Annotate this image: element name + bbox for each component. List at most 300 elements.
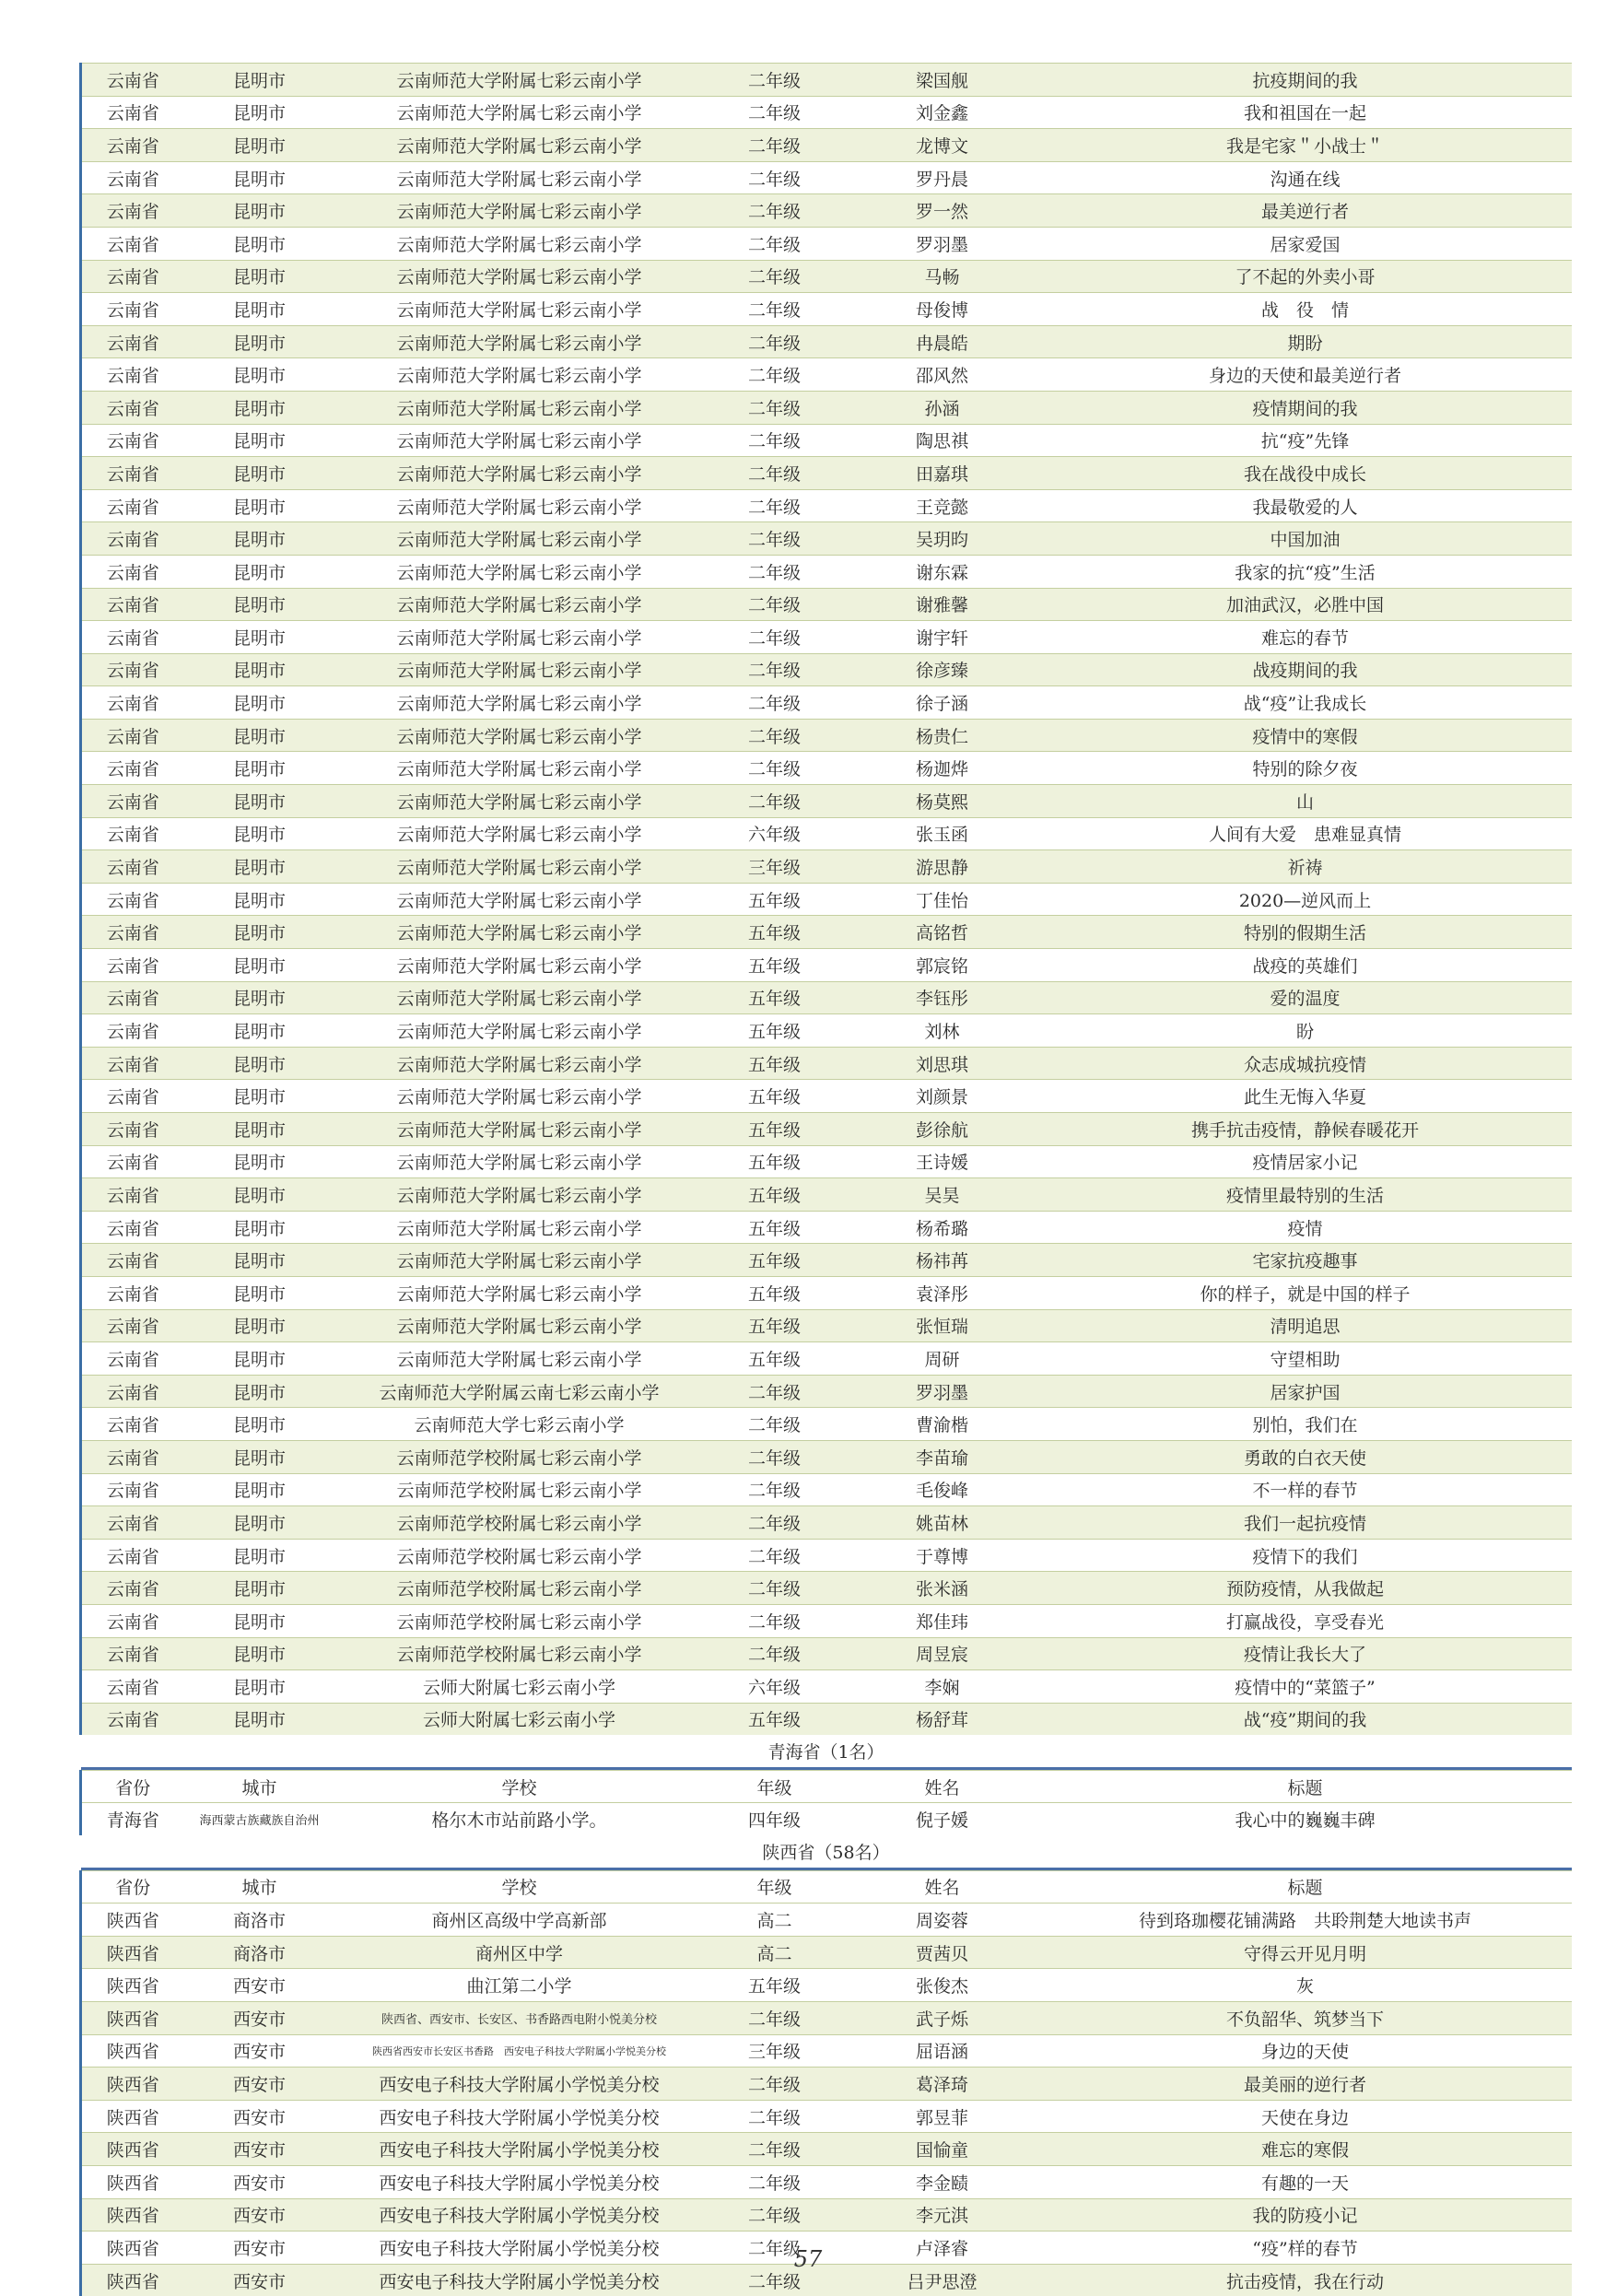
cell-title: 身边的天使 — [1039, 2034, 1572, 2068]
cell-grade: 二年级 — [704, 161, 846, 194]
table-row — [81, 1703, 1572, 1735]
cell-province: 云南省 — [81, 916, 184, 949]
cell-city: 商洛市 — [184, 1936, 335, 1969]
cell-city: 昆明市 — [184, 260, 335, 293]
cell-title: 战疫期间的我 — [1039, 653, 1572, 686]
cell-name: 高铭哲 — [846, 916, 1039, 949]
cell-title: 战“疫”期间的我 — [1039, 1703, 1572, 1735]
cell-province: 云南省 — [81, 391, 184, 424]
cell-name: 杨贵仁 — [846, 719, 1039, 752]
cell-city: 西安市 — [184, 2100, 335, 2133]
cell-name: 国愉童 — [846, 2133, 1039, 2166]
cell-school: 云南师范大学附属七彩云南小学 — [335, 850, 704, 884]
cell-title: 预防疫情，从我做起 — [1039, 1572, 1572, 1605]
cell-title: “疫”样的春节 — [1039, 2232, 1572, 2265]
cell-province: 云南省 — [81, 752, 184, 785]
table-row — [81, 1342, 1572, 1376]
cell-province: 陕西省 — [81, 2198, 184, 2232]
cell-province: 云南省 — [81, 457, 184, 490]
cell-name: 周研 — [846, 1342, 1039, 1376]
cell-name: 李苗瑜 — [846, 1440, 1039, 1473]
table-row — [81, 686, 1572, 720]
cell-name: 袁泽彤 — [846, 1276, 1039, 1309]
cell-city: 昆明市 — [184, 194, 335, 228]
cell-grade: 五年级 — [704, 1276, 846, 1309]
cell-city: 昆明市 — [184, 1637, 335, 1670]
cell-name: 王诗媛 — [846, 1145, 1039, 1178]
cell-province: 陕西省 — [81, 2264, 184, 2296]
cell-province: 陕西省 — [81, 1904, 184, 1937]
cell-grade: 二年级 — [704, 358, 846, 392]
cell-title: 我最敬爱的人 — [1039, 489, 1572, 522]
table-row — [81, 1473, 1572, 1506]
table-row — [81, 1604, 1572, 1637]
cell-grade: 五年级 — [704, 949, 846, 982]
cell-school: 商州区中学 — [335, 1936, 704, 1969]
cell-grade: 二年级 — [704, 719, 846, 752]
cell-city: 昆明市 — [184, 719, 335, 752]
table-row — [81, 1178, 1572, 1212]
cell-grade: 高二 — [704, 1904, 846, 1937]
cell-province: 云南省 — [81, 817, 184, 850]
cell-city: 昆明市 — [184, 1375, 335, 1408]
table-row — [81, 1904, 1572, 1937]
table-row — [81, 1572, 1572, 1605]
cell-province: 云南省 — [81, 621, 184, 654]
cell-school: 云南师范大学附属七彩云南小学 — [335, 260, 704, 293]
cell-school: 云南师范大学附属七彩云南小学 — [335, 949, 704, 982]
cell-grade: 五年级 — [704, 1014, 846, 1048]
table-row — [81, 1080, 1572, 1113]
cell-school: 云南师范大学附属七彩云南小学 — [335, 227, 704, 260]
cell-province: 云南省 — [81, 949, 184, 982]
cell-city: 西安市 — [184, 2002, 335, 2035]
cell-title: 最美逆行者 — [1039, 194, 1572, 228]
cell-city: 昆明市 — [184, 64, 335, 97]
cell-province: 云南省 — [81, 850, 184, 884]
cell-grade: 二年级 — [704, 227, 846, 260]
header-title: 标题 — [1039, 1770, 1572, 1803]
cell-title: 2020—逆风而上 — [1039, 883, 1572, 916]
cell-province: 云南省 — [81, 686, 184, 720]
cell-school: 云南师范大学七彩云南小学 — [335, 1408, 704, 1441]
cell-name: 杨舒茸 — [846, 1703, 1039, 1735]
cell-school: 西安电子科技大学附属小学悦美分校 — [335, 2264, 704, 2296]
cell-grade: 五年级 — [704, 1309, 846, 1342]
cell-title: 疫情 — [1039, 1211, 1572, 1244]
cell-title: 爱的温度 — [1039, 981, 1572, 1014]
table-row — [81, 653, 1572, 686]
cell-province: 云南省 — [81, 1703, 184, 1735]
cell-city: 昆明市 — [184, 1342, 335, 1376]
table-row — [81, 1936, 1572, 1969]
cell-province: 云南省 — [81, 161, 184, 194]
cell-school: 云南师范大学附属七彩云南小学 — [335, 686, 704, 720]
table-row — [81, 1637, 1572, 1670]
cell-title: 宅家抗疫趣事 — [1039, 1244, 1572, 1277]
table-row — [81, 850, 1572, 884]
cell-grade: 五年级 — [704, 1211, 846, 1244]
cell-province: 云南省 — [81, 1539, 184, 1572]
cell-title: 疫情里最特别的生活 — [1039, 1178, 1572, 1212]
cell-school: 云南师范学校附属七彩云南小学 — [335, 1637, 704, 1670]
cell-city: 西安市 — [184, 2198, 335, 2232]
cell-name: 李娴 — [846, 1670, 1039, 1704]
cell-school: 云南师范大学附属七彩云南小学 — [335, 719, 704, 752]
table-row — [81, 1440, 1572, 1473]
cell-city: 昆明市 — [184, 686, 335, 720]
cell-school: 云南师范大学附属七彩云南小学 — [335, 653, 704, 686]
cell-grade: 五年级 — [704, 1342, 846, 1376]
cell-province: 陕西省 — [81, 2133, 184, 2166]
cell-school: 云南师范大学附属七彩云南小学 — [335, 1309, 704, 1342]
cell-city: 西安市 — [184, 2166, 335, 2199]
header-school: 学校 — [335, 1870, 704, 1904]
table-row — [81, 1506, 1572, 1540]
cell-province: 云南省 — [81, 194, 184, 228]
cell-name: 龙博文 — [846, 129, 1039, 162]
cell-grade: 二年级 — [704, 1375, 846, 1408]
cell-province: 云南省 — [81, 1211, 184, 1244]
cell-name: 杨莫熙 — [846, 785, 1039, 818]
cell-grade: 二年级 — [704, 1440, 846, 1473]
cell-city: 昆明市 — [184, 555, 335, 588]
cell-province: 云南省 — [81, 358, 184, 392]
cell-school: 云南师范大学附属七彩云南小学 — [335, 161, 704, 194]
cell-school: 云南师范大学附属七彩云南小学 — [335, 785, 704, 818]
cell-city: 商洛市 — [184, 1904, 335, 1937]
cell-name: 贾茜贝 — [846, 1936, 1039, 1969]
cell-school: 云南师范大学附属七彩云南小学 — [335, 1276, 704, 1309]
table-row — [81, 2100, 1572, 2133]
cell-city: 昆明市 — [184, 1047, 335, 1080]
cell-title: 疫情期间的我 — [1039, 391, 1572, 424]
cell-city: 昆明市 — [184, 588, 335, 621]
cell-province: 陕西省 — [81, 2232, 184, 2265]
cell-title: 疫情居家小记 — [1039, 1145, 1572, 1178]
cell-name: 徐子涵 — [846, 686, 1039, 720]
cell-province: 云南省 — [81, 1473, 184, 1506]
cell-grade: 五年级 — [704, 1969, 846, 2002]
table-row — [81, 1244, 1572, 1277]
cell-title: 战 役 情 — [1039, 293, 1572, 326]
cell-province: 云南省 — [81, 260, 184, 293]
cell-city: 昆明市 — [184, 1145, 335, 1178]
cell-grade: 二年级 — [704, 391, 846, 424]
cell-grade: 高二 — [704, 1936, 846, 1969]
cell-title: 山 — [1039, 785, 1572, 818]
cell-school: 西安电子科技大学附属小学悦美分校 — [335, 2232, 704, 2265]
table-row — [81, 1375, 1572, 1408]
cell-school: 云师大附属七彩云南小学 — [335, 1670, 704, 1704]
cell-title: 我在战役中成长 — [1039, 457, 1572, 490]
cell-province: 陕西省 — [81, 2166, 184, 2199]
cell-city: 昆明市 — [184, 850, 335, 884]
cell-name: 田嘉琪 — [846, 457, 1039, 490]
cell-grade: 二年级 — [704, 1408, 846, 1441]
cell-name: 母俊博 — [846, 293, 1039, 326]
cell-name: 于尊博 — [846, 1539, 1039, 1572]
cell-province: 陕西省 — [81, 1969, 184, 2002]
header-province: 省份 — [81, 1870, 184, 1904]
table-row — [81, 293, 1572, 326]
cell-school: 云南师范学校附属七彩云南小学 — [335, 1539, 704, 1572]
cell-title: 战“疫”让我成长 — [1039, 686, 1572, 720]
cell-school: 云南师范大学附属七彩云南小学 — [335, 391, 704, 424]
table-row — [81, 2198, 1572, 2232]
cell-city: 昆明市 — [184, 653, 335, 686]
cell-school: 云南师范大学附属七彩云南小学 — [335, 129, 704, 162]
cell-title: 不一样的春节 — [1039, 1473, 1572, 1506]
cell-name: 毛俊峰 — [846, 1473, 1039, 1506]
cell-city: 昆明市 — [184, 1113, 335, 1146]
cell-province: 云南省 — [81, 1014, 184, 1048]
cell-grade: 二年级 — [704, 2166, 846, 2199]
cell-city: 昆明市 — [184, 1211, 335, 1244]
table-row — [81, 489, 1572, 522]
cell-city: 昆明市 — [184, 1309, 335, 1342]
cell-school: 云南师范大学附属云南七彩云南小学 — [335, 1375, 704, 1408]
awards-table — [79, 63, 1572, 2296]
table-row — [81, 1014, 1572, 1048]
cell-school: 云南师范大学附属七彩云南小学 — [335, 96, 704, 129]
cell-city: 昆明市 — [184, 883, 335, 916]
cell-name: 姚苗林 — [846, 1506, 1039, 1540]
cell-city: 昆明市 — [184, 752, 335, 785]
table-row — [81, 817, 1572, 850]
cell-grade: 二年级 — [704, 129, 846, 162]
cell-name: 杨希璐 — [846, 1211, 1039, 1244]
cell-school: 云南师范大学附属七彩云南小学 — [335, 1244, 704, 1277]
cell-title: 勇敢的白衣天使 — [1039, 1440, 1572, 1473]
cell-grade: 二年级 — [704, 555, 846, 588]
cell-grade: 五年级 — [704, 1113, 846, 1146]
cell-province: 云南省 — [81, 489, 184, 522]
cell-name: 刘金鑫 — [846, 96, 1039, 129]
cell-grade: 二年级 — [704, 64, 846, 97]
cell-school: 云南师范大学附属七彩云南小学 — [335, 1178, 704, 1212]
cell-province: 云南省 — [81, 719, 184, 752]
cell-province: 陕西省 — [81, 2034, 184, 2068]
cell-name: 孙涵 — [846, 391, 1039, 424]
cell-city: 昆明市 — [184, 293, 335, 326]
cell-school: 云南师范学校附属七彩云南小学 — [335, 1440, 704, 1473]
section-heading-qinghai — [81, 1735, 1572, 1767]
cell-grade: 二年级 — [704, 653, 846, 686]
document-table-container — [79, 63, 1570, 2296]
cell-title: 清明追思 — [1039, 1309, 1572, 1342]
cell-grade: 五年级 — [704, 1080, 846, 1113]
cell-province: 云南省 — [81, 1440, 184, 1473]
cell-city: 昆明市 — [184, 1506, 335, 1540]
cell-grade: 五年级 — [704, 1178, 846, 1212]
section-title: 青海省（1名） — [81, 1735, 1572, 1767]
cell-grade: 二年级 — [704, 1637, 846, 1670]
cell-school: 云南师范大学附属七彩云南小学 — [335, 194, 704, 228]
table-row — [81, 785, 1572, 818]
table-row — [81, 194, 1572, 228]
cell-title: 特别的除夕夜 — [1039, 752, 1572, 785]
table-row — [81, 2034, 1572, 2068]
cell-city: 昆明市 — [184, 1440, 335, 1473]
table-row — [81, 64, 1572, 97]
cell-name: 倪子媛 — [846, 1803, 1039, 1835]
table-row — [81, 1539, 1572, 1572]
cell-school: 西安电子科技大学附属小学悦美分校 — [335, 2166, 704, 2199]
cell-name: 郭宸铭 — [846, 949, 1039, 982]
cell-city: 西安市 — [184, 2068, 335, 2101]
cell-city: 昆明市 — [184, 949, 335, 982]
cell-title: 疫情让我长大了 — [1039, 1637, 1572, 1670]
cell-province: 云南省 — [81, 653, 184, 686]
cell-title: 疫情中的“菜篮子” — [1039, 1670, 1572, 1704]
cell-title: 众志成城抗疫情 — [1039, 1047, 1572, 1080]
cell-school: 云南师范大学附属七彩云南小学 — [335, 883, 704, 916]
cell-name: 冉晨皓 — [846, 325, 1039, 358]
cell-grade: 五年级 — [704, 1244, 846, 1277]
cell-province: 云南省 — [81, 883, 184, 916]
cell-grade: 二年级 — [704, 2232, 846, 2265]
cell-title: 加油武汉，必胜中国 — [1039, 588, 1572, 621]
cell-name: 陶思祺 — [846, 424, 1039, 457]
cell-title: 人间有大爱 患难显真情 — [1039, 817, 1572, 850]
cell-school: 云南师范学校附属七彩云南小学 — [335, 1572, 704, 1605]
cell-grade: 二年级 — [704, 325, 846, 358]
cell-grade: 二年级 — [704, 194, 846, 228]
cell-school: 云南师范大学附属七彩云南小学 — [335, 522, 704, 556]
cell-grade: 二年级 — [704, 424, 846, 457]
cell-province: 云南省 — [81, 522, 184, 556]
cell-title: 祈祷 — [1039, 850, 1572, 884]
cell-grade: 二年级 — [704, 1473, 846, 1506]
cell-province: 云南省 — [81, 1670, 184, 1704]
cell-grade: 二年级 — [704, 2264, 846, 2296]
cell-city: 昆明市 — [184, 1703, 335, 1735]
cell-grade: 五年级 — [704, 916, 846, 949]
cell-title: 难忘的春节 — [1039, 621, 1572, 654]
cell-school: 云南师范大学附属七彩云南小学 — [335, 1080, 704, 1113]
header-name: 姓名 — [846, 1870, 1039, 1904]
cell-city: 昆明市 — [184, 1080, 335, 1113]
cell-city: 昆明市 — [184, 1572, 335, 1605]
header-grade: 年级 — [704, 1770, 846, 1803]
cell-city: 昆明市 — [184, 424, 335, 457]
cell-name: 郑佳玮 — [846, 1604, 1039, 1637]
cell-city: 昆明市 — [184, 1670, 335, 1704]
cell-school: 云南师范大学附属七彩云南小学 — [335, 489, 704, 522]
cell-grade: 五年级 — [704, 1047, 846, 1080]
section-heading-shaanxi — [81, 1835, 1572, 1868]
cell-province: 云南省 — [81, 293, 184, 326]
cell-title: 抗“疫”先锋 — [1039, 424, 1572, 457]
cell-name: 梁国舰 — [846, 64, 1039, 97]
cell-title: 有趣的一天 — [1039, 2166, 1572, 2199]
table-row — [81, 2002, 1572, 2035]
cell-name: 曹渝楷 — [846, 1408, 1039, 1441]
cell-title: 天使在身边 — [1039, 2100, 1572, 2133]
cell-province: 陕西省 — [81, 1936, 184, 1969]
cell-city: 昆明市 — [184, 522, 335, 556]
cell-title: 我们一起抗疫情 — [1039, 1506, 1572, 1540]
cell-name: 吕尹思澄 — [846, 2264, 1039, 2296]
table-row — [81, 2133, 1572, 2166]
cell-province: 云南省 — [81, 588, 184, 621]
cell-city: 昆明市 — [184, 227, 335, 260]
cell-name: 谢雅馨 — [846, 588, 1039, 621]
cell-school: 云南师范大学附属七彩云南小学 — [335, 293, 704, 326]
cell-name: 丁佳怡 — [846, 883, 1039, 916]
cell-province: 云南省 — [81, 1113, 184, 1146]
cell-name: 谢东霖 — [846, 555, 1039, 588]
table-row — [81, 457, 1572, 490]
table-row — [81, 1670, 1572, 1704]
table-row — [81, 1113, 1572, 1146]
cell-title: 你的样子，就是中国的样子 — [1039, 1276, 1572, 1309]
cell-name: 杨迦烨 — [846, 752, 1039, 785]
cell-title: 特别的假期生活 — [1039, 916, 1572, 949]
cell-grade: 二年级 — [704, 293, 846, 326]
table-row — [81, 1803, 1572, 1835]
cell-province: 云南省 — [81, 1080, 184, 1113]
cell-title: 身边的天使和最美逆行者 — [1039, 358, 1572, 392]
page-number: 57 — [793, 2246, 823, 2272]
cell-school: 西安电子科技大学附属小学悦美分校 — [335, 2100, 704, 2133]
table-row — [81, 391, 1572, 424]
cell-city: 昆明市 — [184, 817, 335, 850]
table-row — [81, 1211, 1572, 1244]
cell-school: 云南师范大学附属七彩云南小学 — [335, 555, 704, 588]
cell-province: 云南省 — [81, 1276, 184, 1309]
header-city: 城市 — [184, 1870, 335, 1904]
cell-school: 云南师范大学附属七彩云南小学 — [335, 1014, 704, 1048]
cell-grade: 四年级 — [704, 1803, 846, 1835]
cell-province: 云南省 — [81, 1178, 184, 1212]
cell-city: 西安市 — [184, 2264, 335, 2296]
cell-name: 张恒瑞 — [846, 1309, 1039, 1342]
cell-name: 马畅 — [846, 260, 1039, 293]
cell-province: 云南省 — [81, 1342, 184, 1376]
table-row — [81, 883, 1572, 916]
cell-name: 卢泽睿 — [846, 2232, 1039, 2265]
cell-title: 我的防疫小记 — [1039, 2198, 1572, 2232]
table-row — [81, 719, 1572, 752]
cell-title: 中国加油 — [1039, 522, 1572, 556]
cell-title: 不负韶华、筑梦当下 — [1039, 2002, 1572, 2035]
cell-province: 云南省 — [81, 64, 184, 97]
cell-title: 疫情下的我们 — [1039, 1539, 1572, 1572]
cell-grade: 五年级 — [704, 981, 846, 1014]
cell-name: 邵风然 — [846, 358, 1039, 392]
cell-city: 昆明市 — [184, 358, 335, 392]
cell-school: 云南师范大学附属七彩云南小学 — [335, 916, 704, 949]
cell-name: 罗一然 — [846, 194, 1039, 228]
header-row — [81, 1870, 1572, 1904]
table-row — [81, 522, 1572, 556]
cell-province: 云南省 — [81, 1309, 184, 1342]
cell-city: 昆明市 — [184, 785, 335, 818]
cell-school: 云南师范大学附属七彩云南小学 — [335, 424, 704, 457]
cell-name: 李钰彤 — [846, 981, 1039, 1014]
cell-city: 昆明市 — [184, 489, 335, 522]
cell-name: 刘林 — [846, 1014, 1039, 1048]
cell-province: 云南省 — [81, 325, 184, 358]
header-row — [81, 1770, 1572, 1803]
cell-city: 西安市 — [184, 2034, 335, 2068]
cell-city: 昆明市 — [184, 981, 335, 1014]
cell-city: 昆明市 — [184, 161, 335, 194]
cell-city: 昆明市 — [184, 1408, 335, 1441]
cell-school: 云南师范大学附属七彩云南小学 — [335, 358, 704, 392]
